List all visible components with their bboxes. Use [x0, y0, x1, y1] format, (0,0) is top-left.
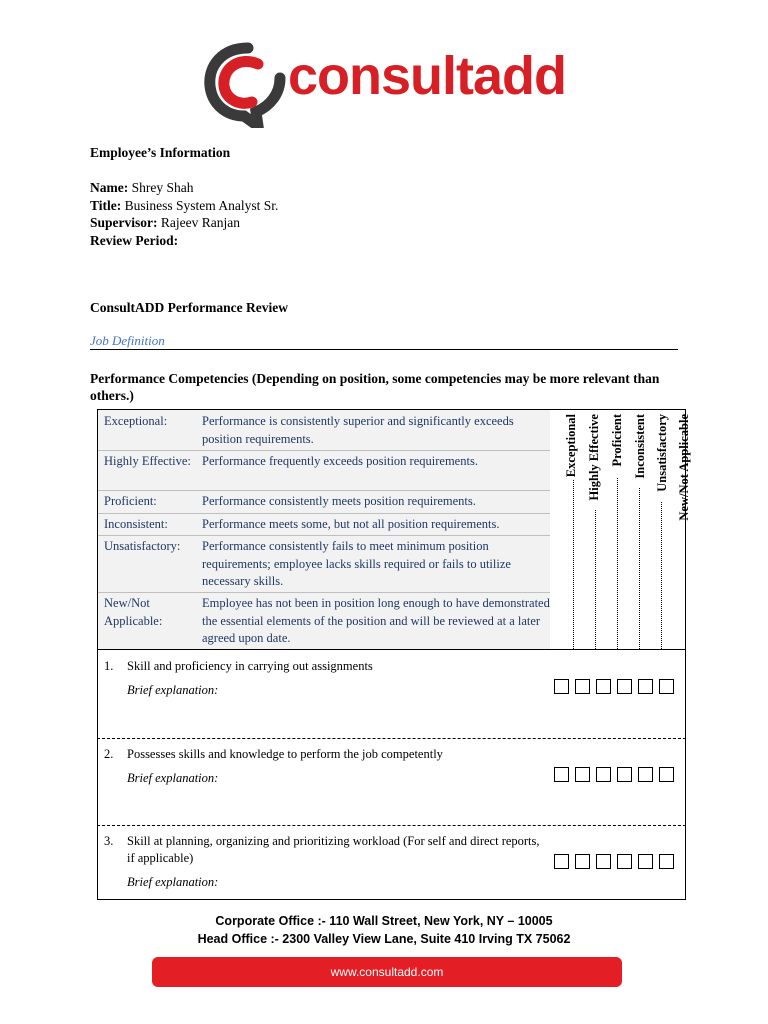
- rating-checkbox-new-not-applicable[interactable]: [659, 679, 674, 694]
- column-header-exceptional: Exceptional: [564, 414, 578, 478]
- corporate-office-address: Corporate Office :- 110 Wall Street, New York, NY – 10005: [215, 914, 553, 928]
- employee-info-heading: Employee’s Information: [90, 145, 231, 160]
- employee-supervisor-line: Supervisor: Rajeev Ranjan: [90, 215, 240, 230]
- job-definition-heading: Job Definition: [90, 333, 165, 348]
- logo-wordmark: consultadd: [288, 46, 567, 106]
- rating-checkboxes: [554, 854, 674, 869]
- logo-mark-icon: [200, 38, 290, 128]
- rating-checkbox-highly-effective[interactable]: [575, 854, 590, 869]
- competency-item: 1. Skill and proficiency in carrying out assignments Brief explanation:: [97, 650, 686, 738]
- rating-checkbox-exceptional[interactable]: [554, 767, 569, 782]
- rating-checkbox-exceptional[interactable]: [554, 854, 569, 869]
- company-logo: [200, 38, 580, 128]
- column-header-highly-effective: Highly Effective: [587, 414, 601, 501]
- employee-title: Business System Analyst Sr.: [124, 198, 279, 213]
- column-header-new-not-applicable: New/Not Applicable: [677, 414, 691, 521]
- rating-checkboxes: [554, 679, 674, 694]
- rating-checkbox-proficient[interactable]: [596, 767, 611, 782]
- rating-checkbox-highly-effective[interactable]: [575, 679, 590, 694]
- rating-checkbox-inconsistent[interactable]: [617, 854, 632, 869]
- rating-checkbox-new-not-applicable[interactable]: [659, 767, 674, 782]
- rating-checkbox-exceptional[interactable]: [554, 679, 569, 694]
- review-heading: ConsultADD Performance Review: [90, 300, 288, 315]
- competency-item: 2. Possesses skills and knowledge to perform the job competently Brief explanation:: [97, 738, 686, 825]
- rating-checkbox-unsatisfactory[interactable]: [638, 767, 653, 782]
- job-definition-rule: [90, 349, 678, 350]
- column-header-proficient: Proficient: [610, 414, 624, 467]
- rating-checkbox-highly-effective[interactable]: [575, 767, 590, 782]
- column-header-unsatisfactory: Unsatisfactory: [655, 414, 669, 492]
- competency-item: 3. Skill at planning, organizing and prioritizing workload (For self and direct reports, if applicable) Brief explanation:: [97, 825, 686, 900]
- rating-checkbox-new-not-applicable[interactable]: [659, 854, 674, 869]
- website-link[interactable]: www.consultadd.com: [152, 957, 622, 987]
- employee-name-line: Name: Shrey Shah: [90, 180, 194, 195]
- employee-supervisor: Rajeev Ranjan: [160, 215, 240, 230]
- rating-checkboxes: [554, 767, 674, 782]
- legend-definitions: Exceptional: Performance is consistently superior and significantly exceeds position requirements. Highly Effective: Performance frequently exceeds position requirements. Proficient: Performance consistently meets position requirements. Inconsistent: Performance meets some, but not all position requirements. Unsatisfactory: Performance consistently fails to meet minimum position requirements; employee lacks skills required or fails to utilize necessary skills. New/Not Applicable: Employee has not been in position long enough to have demonstrated the essential elements of the position and will be reviewed at a later agreed upon date.: [98, 410, 550, 649]
- rating-checkbox-unsatisfactory[interactable]: [638, 854, 653, 869]
- head-office-address: Head Office :- 2300 Valley View Lane, Suite 410 Irving TX 75062: [197, 932, 571, 946]
- employee-name: Shrey Shah: [131, 180, 194, 195]
- competency-heading: Performance Competencies (Depending on position, some competencies may be more relevant than others.): [90, 371, 660, 403]
- rating-legend-table: [97, 409, 691, 650]
- employee-title-line: Title: Business System Analyst Sr.: [90, 198, 279, 213]
- rating-checkbox-inconsistent[interactable]: [617, 767, 632, 782]
- review-period-line: Review Period:: [90, 233, 179, 248]
- column-header-inconsistent: Inconsistent: [633, 414, 647, 479]
- rating-checkbox-proficient[interactable]: [596, 854, 611, 869]
- rating-checkbox-proficient[interactable]: [596, 679, 611, 694]
- rating-checkbox-inconsistent[interactable]: [617, 679, 632, 694]
- rating-checkbox-unsatisfactory[interactable]: [638, 679, 653, 694]
